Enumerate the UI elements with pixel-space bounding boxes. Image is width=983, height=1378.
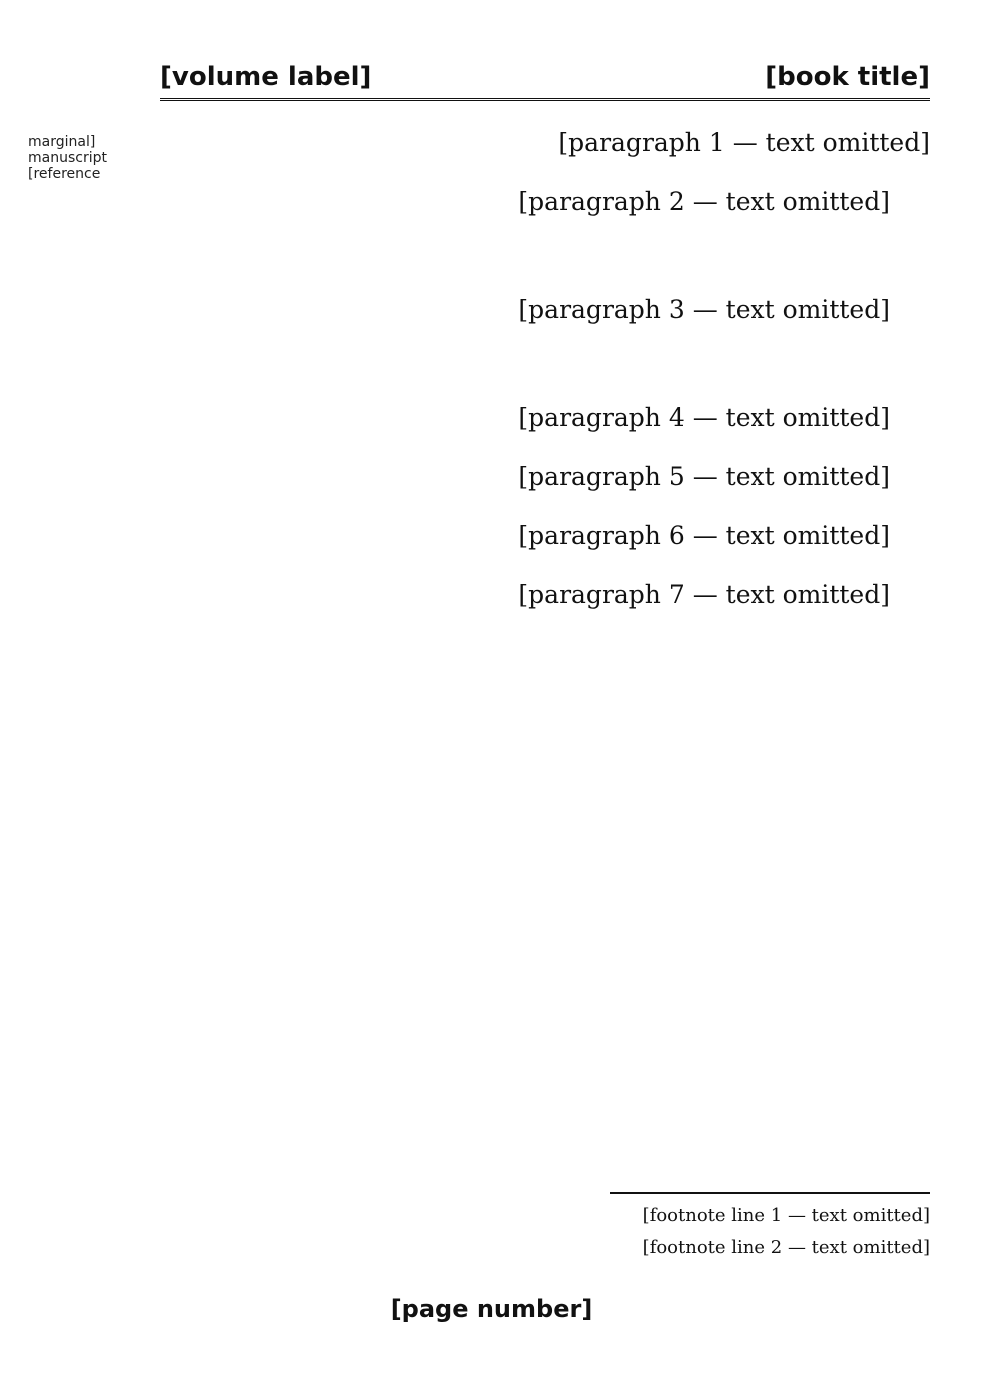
paragraph (160, 118, 930, 167)
running-header (160, 52, 930, 101)
paragraph-text: [paragraph 7 — text omitted] (518, 580, 890, 609)
paragraph (160, 393, 930, 442)
paragraph-text: [paragraph 3 — text omitted] (518, 295, 890, 324)
paragraph (160, 511, 930, 560)
footnote-divider (610, 1192, 930, 1194)
paragraph-text: [paragraph 6 — text omitted] (518, 521, 890, 550)
footnote-line: [footnote line 1 — text omitted] (642, 1205, 930, 1226)
book-title: [book title] (765, 62, 930, 92)
page-number: [page number] (390, 1295, 593, 1323)
paragraph-text: [paragraph 4 — text omitted] (518, 403, 890, 432)
paragraph-text: [paragraph 2 — text omitted] (518, 187, 890, 216)
paragraph-text: [paragraph 5 — text omitted] (518, 462, 890, 491)
footnote-line: [footnote line 2 — text omitted] (642, 1237, 930, 1258)
volume-label: [volume label] (160, 62, 372, 92)
margin-reference: [marginal manuscript reference] (28, 134, 107, 182)
body-text (160, 118, 930, 1168)
paragraph (160, 285, 930, 383)
paragraph (160, 177, 930, 275)
paragraph (160, 452, 930, 501)
paragraph-text: [paragraph 1 — text omitted] (558, 128, 930, 157)
paragraph (160, 570, 930, 1158)
footnotes (160, 1200, 930, 1264)
